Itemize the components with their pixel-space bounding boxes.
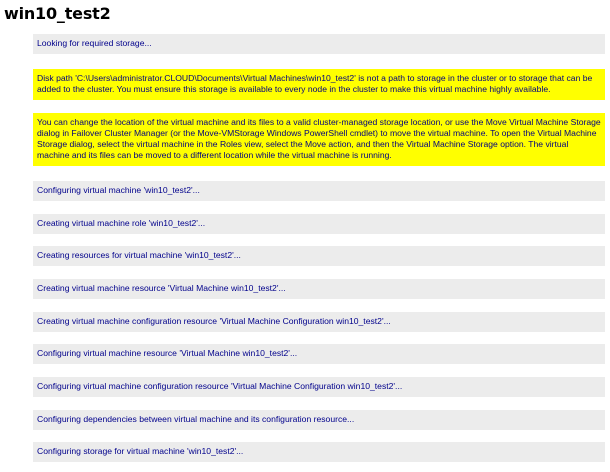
log-entry: Configuring virtual machine resource 'Virtual Machine win10_test2'... <box>33 344 605 364</box>
log-entry: Configuring virtual machine 'win10_test2'... <box>33 181 605 201</box>
log-entry: Configuring dependencies between virtual machine and its configuration resource... <box>33 410 605 430</box>
log-entry: Configuring storage for virtual machine 'win10_test2'... <box>33 442 605 462</box>
log-entry-warning: You can change the location of the virtual machine and its files to a valid cluster-managed storage location, or use the Move Virtual Machine Storage dialog in Failover Cluster Manager (or the Move-VMStorage Windows PowerShell cmdlet) to move the virtual machine. To open the Virtual Machine Storage dialog, select the virtual machine in the Roles view, select the Move action, and then the Virtual Machine Storage option. The virtual machine and its files can be moved to a different location while the virtual machine is running. <box>33 113 605 166</box>
log-entry: Creating virtual machine role 'win10_test2'... <box>33 214 605 234</box>
log-entry: Creating resources for virtual machine 'win10_test2'... <box>33 246 605 266</box>
page-title: win10_test2 <box>4 4 111 23</box>
log-entry-warning: Disk path 'C:\Users\administrator.CLOUD\Documents\Virtual Machines\win10_test2' is not a path to storage in the cluster or to storage that can be added to the cluster. You must ensure this storage is available to every node in the cluster to make this virtual machine highly available. <box>33 69 605 100</box>
log-entry: Configuring virtual machine configuration resource 'Virtual Machine Configuration win10_test2'... <box>33 377 605 397</box>
log-entry: Creating virtual machine configuration resource 'Virtual Machine Configuration win10_test2'... <box>33 312 605 332</box>
log-entry: Creating virtual machine resource 'Virtual Machine win10_test2'... <box>33 279 605 299</box>
log-entry: Looking for required storage... <box>33 34 605 54</box>
